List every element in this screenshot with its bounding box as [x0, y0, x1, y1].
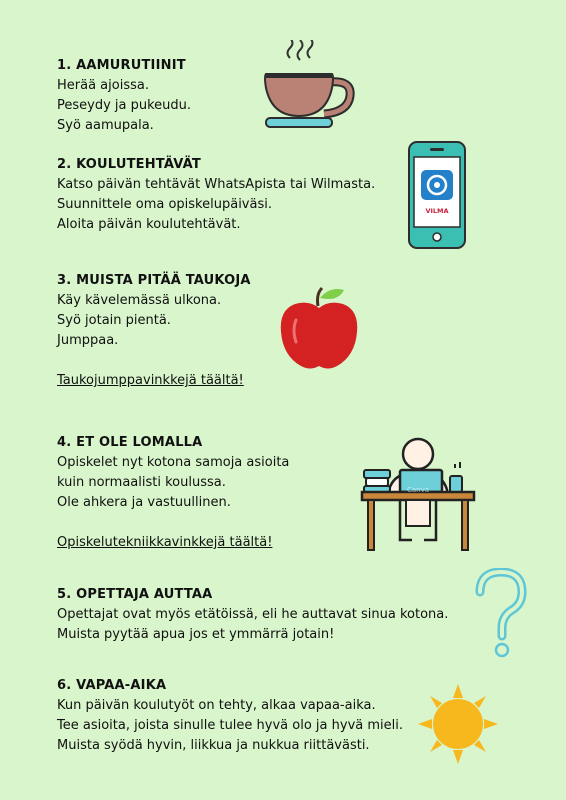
section-line: Käy kävelemässä ulkona.: [57, 293, 222, 308]
section-line: Syö aamupala.: [57, 118, 154, 133]
section-line: Muista pyytää apua jos et ymmärrä jotain!: [57, 627, 335, 642]
section-title: 3. MUISTA PITÄÄ TAUKOJA: [57, 273, 251, 288]
phone-app-label: VILMA: [425, 207, 449, 215]
coffee-cup-icon: [258, 40, 358, 132]
section-morning-routines: [57, 56, 191, 136]
section-line: Syö jotain pientä.: [57, 313, 171, 328]
study-technique-tips-link[interactable]: Opiskelutekniikkavinkkejä täältä!: [57, 535, 273, 550]
section-title: 5. OPETTAJA AUTTAA: [57, 587, 213, 602]
section-title: 2. KOULUTEHTÄVÄT: [57, 157, 201, 172]
section-line: Opiskelet nyt kotona samoja asioita: [57, 455, 290, 470]
apple-icon: [278, 284, 360, 374]
student-desk-icon: [360, 434, 478, 552]
section-title: 6. VAPAA-AIKA: [57, 678, 167, 693]
section-teacher-helps: [57, 585, 448, 645]
section-title: 1. AAMURUTIINIT: [57, 58, 186, 73]
section-line: Kun päivän koulutyöt on tehty, alkaa vapaa-aika.: [57, 698, 376, 713]
section-line: Suunnittele oma opiskelupäiväsi.: [57, 197, 272, 212]
section-line: Muista syödä hyvin, liikkua ja nukkua riittävästi.: [57, 738, 370, 753]
watermark-label: Canva: [406, 486, 430, 494]
section-breaks: [57, 271, 251, 391]
section-line: Peseydy ja pukeudu.: [57, 98, 192, 113]
section-title: 4. ET OLE LOMALLA: [57, 435, 203, 450]
section-line: Jumppaa.: [57, 333, 119, 348]
phone-wilma-icon: [406, 140, 468, 252]
section-line: Aloita päivän koulutehtävät.: [57, 217, 241, 232]
section-line: kuin normaalisti koulussa.: [57, 475, 226, 490]
section-line: Opettajat ovat myös etätöissä, eli he auttavat sinua kotona.: [57, 607, 449, 622]
section-not-on-holiday: [57, 433, 289, 553]
section-school-tasks: [57, 155, 375, 235]
section-free-time: [57, 676, 403, 756]
sun-icon: [418, 684, 498, 764]
break-exercise-tips-link[interactable]: Taukojumppavinkkejä täältä!: [57, 373, 244, 388]
section-line: Ole ahkera ja vastuullinen.: [57, 495, 231, 510]
section-line: Herää ajoissa.: [57, 78, 149, 93]
question-mark-icon: [470, 568, 532, 660]
section-line: Katso päivän tehtävät WhatsApista tai Wilmasta.: [57, 177, 376, 192]
section-line: Tee asioita, joista sinulle tulee hyvä olo ja hyvä mieli.: [57, 718, 403, 733]
